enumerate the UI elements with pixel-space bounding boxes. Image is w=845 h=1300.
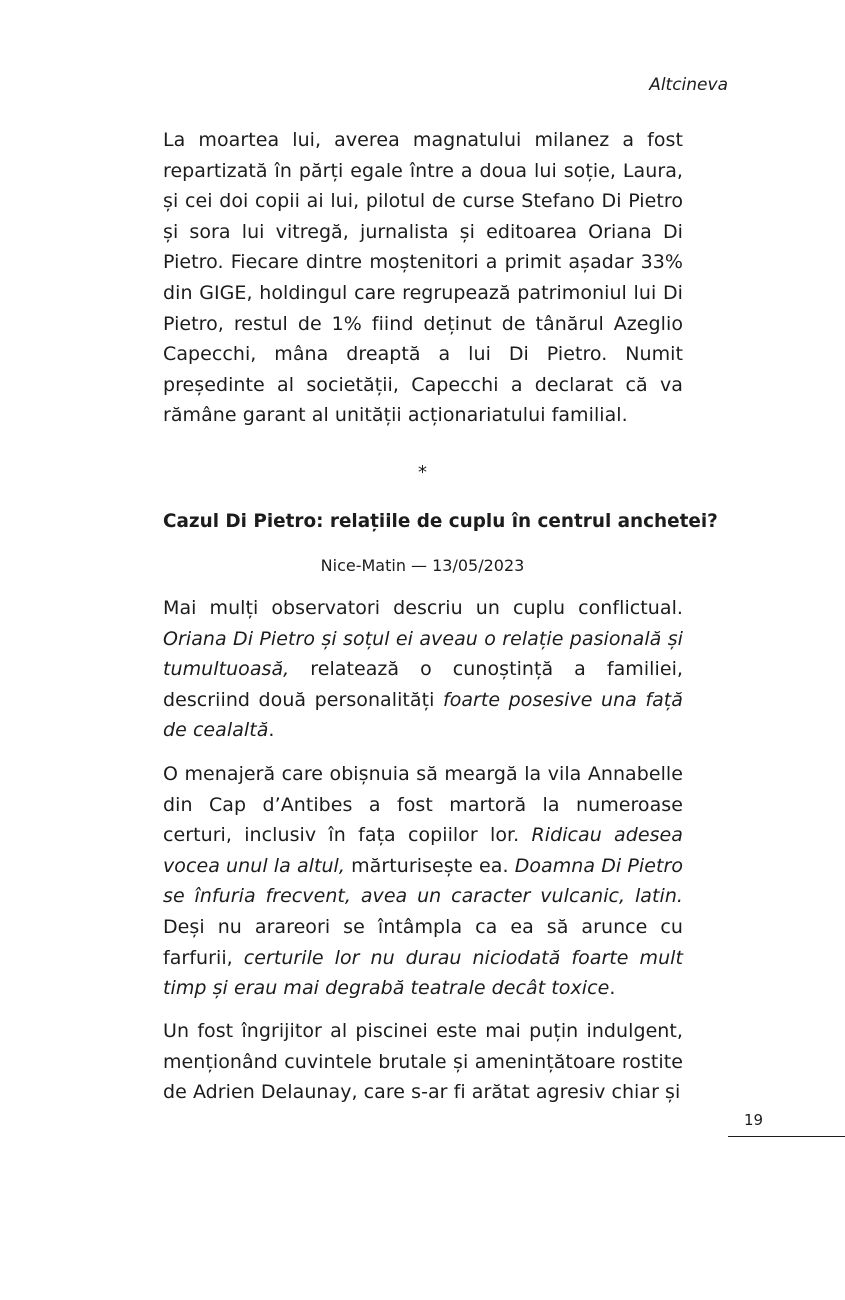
running-head: Altcineva [649,75,728,95]
text-run: Deși nu arareori se întâmpla ca ea să arunce cu farfurii, [163,915,683,969]
page-number: 19 [744,1111,764,1129]
article-paragraph [163,593,683,746]
article-source: Nice-Matin — 13/05/2023 [320,556,525,575]
article-headline: Cazul Di Pietro: relațiile de cuplu în centrul anchetei? [163,511,718,532]
quote-italic: foarte posesive una față de cealaltă [163,688,684,742]
quote-italic: certurile lor nu durau niciodată foarte mult timp și erau mai degrabă teatrale decât toxice [163,946,683,1000]
text-run: . [609,977,616,1000]
article-paragraph [163,759,683,1004]
text-run: mărturisește ea. [344,854,515,877]
text-run: Mai mulți observatori descriu un cuplu conflictual. [163,597,683,619]
body-paragraph: La moartea lui, averea magnatului milanez a fost repartizată în părți egale între a doua lui soție, Laura, și cei doi copii ai lui, pilotul de curse Stefano Di Pietro și sora lui vitregă, jurnalista și editoarea Oriana Di Pietro. Fiecare dintre moștenitori a primit așadar 33% din GIGE, holdingul care regrupează patrimoniul lui Di Pietro, restul de 1% fiind deținut de tânărul Azeglio Capecchi, mâna dreaptă a lui Di Pietro. Numit președinte al societății, Capecchi a declarat că va rămâne garant al unității acționariatului familial. [163,129,683,427]
quote-italic: Oriana Di Pietro și soțul ei aveau o relație pasională și tumultuoasă, [163,627,683,681]
page-number-rule [728,1136,845,1137]
text-run: . [268,719,275,742]
text-run: O menajeră care obișnuia să meargă la vila Annabelle din Cap d’Antibes a fost martoră la numeroase certuri, inclusiv în fața copiilor lor. [163,763,683,847]
quote-italic: Ridicau adesea vocea unul la altul, [163,824,683,877]
article-paragraph: Un fost îngrijitor al piscinei este mai puțin indulgent, menționând cuvintele brutale și amenințătoare rostite de Adrien Delaunay, care s-ar fi arătat agresiv chiar și [163,1020,683,1104]
quote-italic: Doamna Di Pietro se înfuria frecvent, avea un caracter vulcanic, latin. [163,854,683,908]
section-separator: * [418,462,427,483]
text-run: relatează o cunoștință a familiei, descriind două personalități [163,658,683,711]
